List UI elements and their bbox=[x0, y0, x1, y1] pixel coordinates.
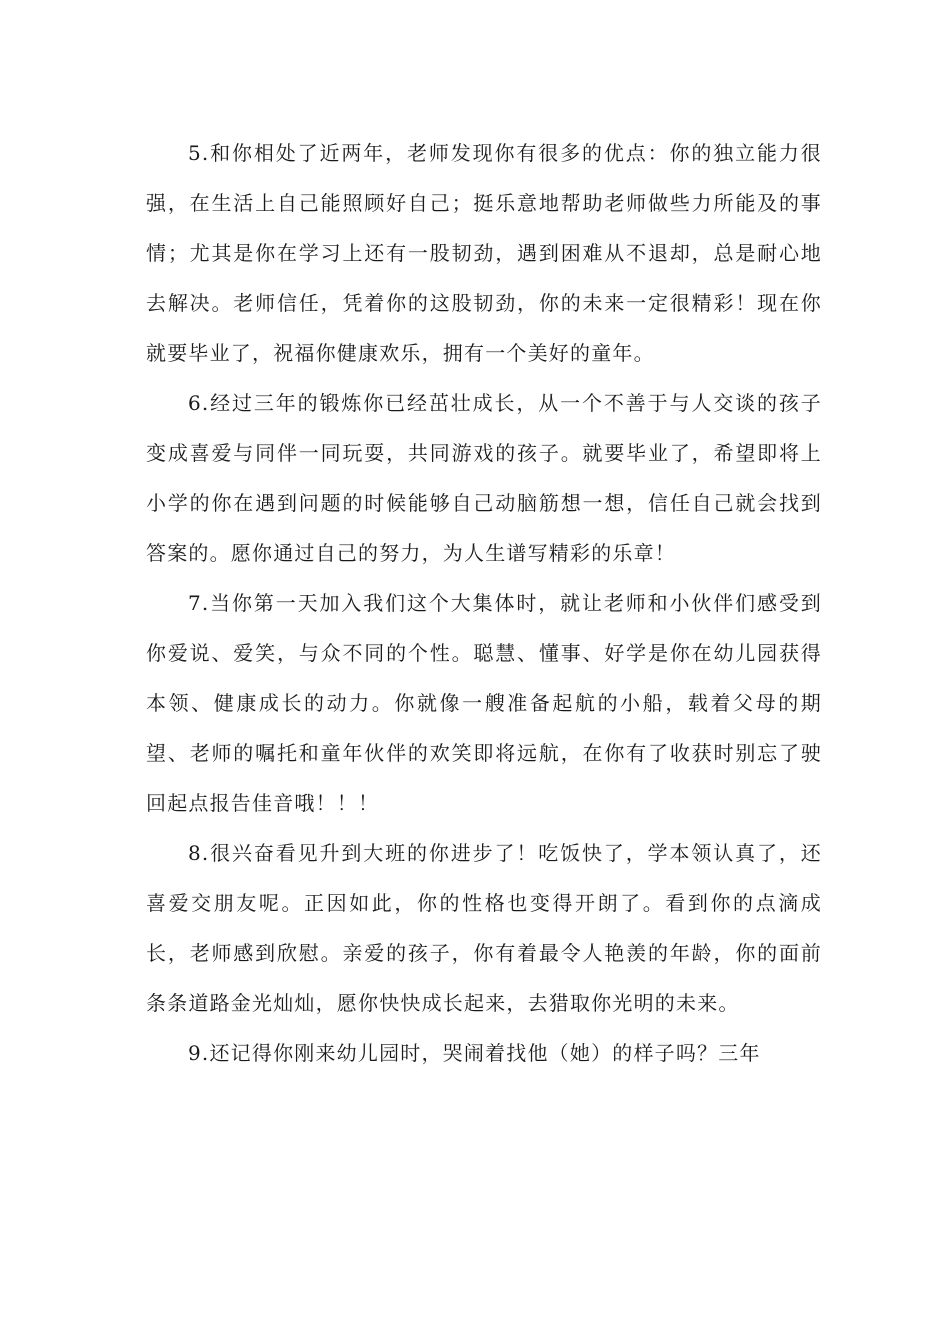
paragraph-9: 9.还记得你刚来幼儿园时，哭闹着找他（她）的样子吗？三年 bbox=[188, 1041, 761, 1065]
paragraph-5: 5.和你相处了近两年，老师发现你有很多的优点：你的独立能力很强，在生活上自己能照顾好自己；挺乐意地帮助老师做些力所能及的事情；尤其是你在学习上还有一股韧劲，遇到困难从不退却，总是耐心地去解决。老师信任，凭着你的这股韧劲，你的未来一定很精彩！现在你就要毕业了，祝福你健康欢乐，拥有一个美好的童年。 bbox=[146, 141, 822, 365]
paragraph-6: 6.经过三年的锻炼你已经茁壮成长，从一个不善于与人交谈的孩子变成喜爱与同伴一同玩耍，共同游戏的孩子。就要毕业了，希望即将上小学的你在遇到问题的时候能够自己动脑筋想一想，信任自己就会找到答案的。愿你通过自己的努力，为人生谱写精彩的乐章！ bbox=[146, 391, 822, 565]
document-body bbox=[146, 128, 822, 1078]
paragraph-7: 7.当你第一天加入我们这个大集体时，就让老师和小伙伴们感受到你爱说、爱笑，与众不同的个性。聪慧、懂事、好学是你在幼儿园获得本领、健康成长的动力。你就像一艘准备起航的小船，载着父母的期望、老师的嘱托和童年伙伴的欢笑即将远航，在你有了收获时别忘了驶回起点报告佳音哦！！！ bbox=[146, 591, 822, 815]
paragraph-8: 8.很兴奋看见升到大班的你进步了！吃饭快了，学本领认真了，还喜爱交朋友呢。正因如此，你的性格也变得开朗了。看到你的点滴成长，老师感到欣慰。亲爱的孩子，你有着最令人艳羡的年龄，你的面前条条道路金光灿灿，愿你快快成长起来，去猎取你光明的未来。 bbox=[146, 841, 822, 1015]
